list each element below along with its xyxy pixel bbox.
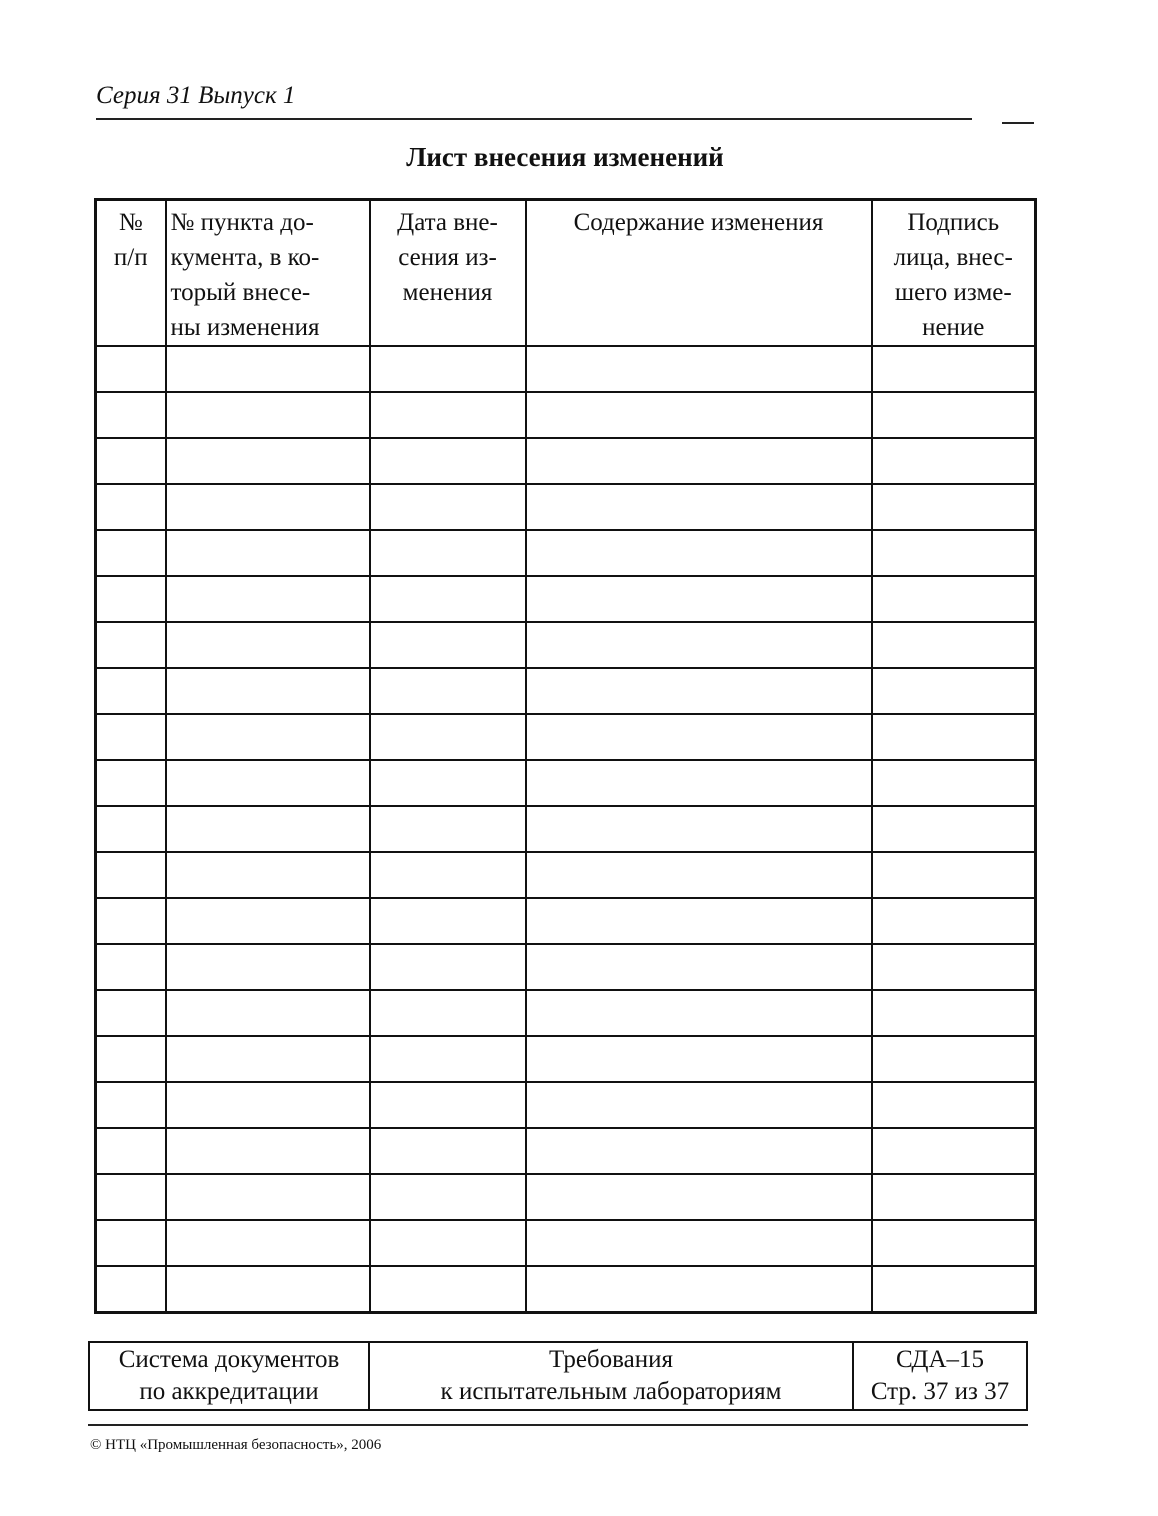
table-cell <box>166 1220 370 1266</box>
footer-system: Система документов по аккредитации <box>89 1342 369 1410</box>
table-cell <box>370 1266 526 1313</box>
table-cell <box>872 852 1036 898</box>
table-cell <box>370 898 526 944</box>
table-cell <box>526 852 872 898</box>
table-cell <box>526 346 872 392</box>
table-cell <box>96 852 166 898</box>
table-body <box>96 346 1036 1313</box>
table-cell <box>166 346 370 392</box>
table-cell <box>96 898 166 944</box>
table-cell <box>526 622 872 668</box>
table-cell <box>166 760 370 806</box>
table-cell <box>96 714 166 760</box>
footer-requirements: Требования к испытательным лабораториям <box>369 1342 853 1410</box>
table-cell <box>96 484 166 530</box>
table-cell <box>166 1174 370 1220</box>
footer-rule <box>88 1424 1028 1426</box>
table-cell <box>166 1128 370 1174</box>
table-cell <box>96 760 166 806</box>
table-cell <box>526 1174 872 1220</box>
table-cell <box>526 668 872 714</box>
table-row <box>96 944 1036 990</box>
table-row <box>96 806 1036 852</box>
table-cell <box>96 668 166 714</box>
table-cell <box>166 622 370 668</box>
table-cell <box>166 806 370 852</box>
col-signature-header: Подпись лица, внес- шего изме- нение <box>872 200 1036 347</box>
table-cell <box>872 1082 1036 1128</box>
copyright: © НТЦ «Промышленная безопасность», 2006 <box>90 1437 382 1453</box>
document-footer <box>88 1341 1028 1411</box>
table-row <box>96 1266 1036 1313</box>
header-rule <box>96 118 972 120</box>
table-cell <box>872 530 1036 576</box>
table-cell <box>96 1128 166 1174</box>
table-cell <box>166 898 370 944</box>
table-cell <box>370 346 526 392</box>
table-cell <box>166 438 370 484</box>
table-cell <box>526 990 872 1036</box>
table-cell <box>370 852 526 898</box>
table-cell <box>872 1128 1036 1174</box>
table-cell <box>96 944 166 990</box>
table-row <box>96 484 1036 530</box>
table-cell <box>96 1082 166 1128</box>
table-cell <box>526 392 872 438</box>
table-row <box>96 760 1036 806</box>
table-cell <box>872 898 1036 944</box>
table-row <box>96 990 1036 1036</box>
table-cell <box>872 622 1036 668</box>
col-date-header: Дата вне- сения из- менения <box>370 200 526 347</box>
table-row <box>96 1128 1036 1174</box>
table-cell <box>872 438 1036 484</box>
table-row <box>96 668 1036 714</box>
table-cell <box>872 990 1036 1036</box>
table-cell <box>370 622 526 668</box>
table-cell <box>370 576 526 622</box>
table-cell <box>166 668 370 714</box>
header-rule-short <box>1002 122 1034 124</box>
table-cell <box>872 668 1036 714</box>
series-label: Серия 31 Выпуск 1 <box>96 82 296 109</box>
table-cell <box>370 1220 526 1266</box>
table-cell <box>370 944 526 990</box>
table-cell <box>166 852 370 898</box>
table-cell <box>96 392 166 438</box>
table-cell <box>166 714 370 760</box>
table-cell <box>96 1266 166 1313</box>
table-cell <box>872 346 1036 392</box>
table-row <box>96 1082 1036 1128</box>
table-cell <box>166 1036 370 1082</box>
footer-doc-code: СДА–15 Стр. 37 из 37 <box>853 1342 1027 1410</box>
table-row <box>96 392 1036 438</box>
table-cell <box>526 760 872 806</box>
table-cell <box>166 576 370 622</box>
col-content-header: Содержание изменения <box>526 200 872 347</box>
table-cell <box>370 1128 526 1174</box>
table-cell <box>96 622 166 668</box>
table-cell <box>370 714 526 760</box>
table-cell <box>370 990 526 1036</box>
table-cell <box>166 990 370 1036</box>
table-cell <box>96 990 166 1036</box>
table-row <box>96 346 1036 392</box>
table-cell <box>96 346 166 392</box>
table-cell <box>370 1082 526 1128</box>
table-cell <box>872 576 1036 622</box>
table-cell <box>96 530 166 576</box>
table-cell <box>370 438 526 484</box>
table-cell <box>526 1036 872 1082</box>
table-cell <box>872 1266 1036 1313</box>
table-cell <box>96 438 166 484</box>
table-cell <box>370 392 526 438</box>
table-cell <box>526 438 872 484</box>
table-cell <box>526 1266 872 1313</box>
table-cell <box>96 576 166 622</box>
table-cell <box>872 1174 1036 1220</box>
table-cell <box>872 944 1036 990</box>
table-cell <box>166 484 370 530</box>
table-cell <box>872 714 1036 760</box>
table-cell <box>872 760 1036 806</box>
table-cell <box>526 1220 872 1266</box>
table-cell <box>526 1128 872 1174</box>
table-cell <box>872 484 1036 530</box>
table-row <box>96 852 1036 898</box>
table-cell <box>166 1082 370 1128</box>
table-row <box>96 576 1036 622</box>
table-cell <box>872 392 1036 438</box>
table-cell <box>166 1266 370 1313</box>
table-cell <box>370 1174 526 1220</box>
table-cell <box>526 1082 872 1128</box>
table-row <box>96 622 1036 668</box>
table-cell <box>96 1220 166 1266</box>
table-cell <box>526 898 872 944</box>
table-cell <box>370 1036 526 1082</box>
table-row <box>96 530 1036 576</box>
table-cell <box>526 714 872 760</box>
table-row <box>96 438 1036 484</box>
table-cell <box>370 484 526 530</box>
table-row <box>96 714 1036 760</box>
table-cell <box>370 530 526 576</box>
table-cell <box>526 530 872 576</box>
table-cell <box>166 944 370 990</box>
page-title: Лист внесения изменений <box>406 142 724 172</box>
table-header-row <box>96 200 1036 347</box>
table-cell <box>872 1220 1036 1266</box>
table-cell <box>526 484 872 530</box>
table-cell <box>96 806 166 852</box>
col-item-header: № пункта до- кумента, в ко- торый внесе- ны изменения <box>166 200 370 347</box>
table-cell <box>370 806 526 852</box>
table-cell <box>166 530 370 576</box>
table-cell <box>526 806 872 852</box>
table-cell <box>166 392 370 438</box>
table-cell <box>526 576 872 622</box>
table-row <box>96 1036 1036 1082</box>
table-cell <box>96 1174 166 1220</box>
table-cell <box>370 668 526 714</box>
table-row <box>96 1174 1036 1220</box>
table-cell <box>370 760 526 806</box>
col-number-header: № п/п <box>96 200 166 347</box>
table-cell <box>96 1036 166 1082</box>
changes-table <box>94 198 1037 1314</box>
table-cell <box>526 944 872 990</box>
table-row <box>96 1220 1036 1266</box>
table-cell <box>872 806 1036 852</box>
table-row <box>96 898 1036 944</box>
table-cell <box>872 1036 1036 1082</box>
